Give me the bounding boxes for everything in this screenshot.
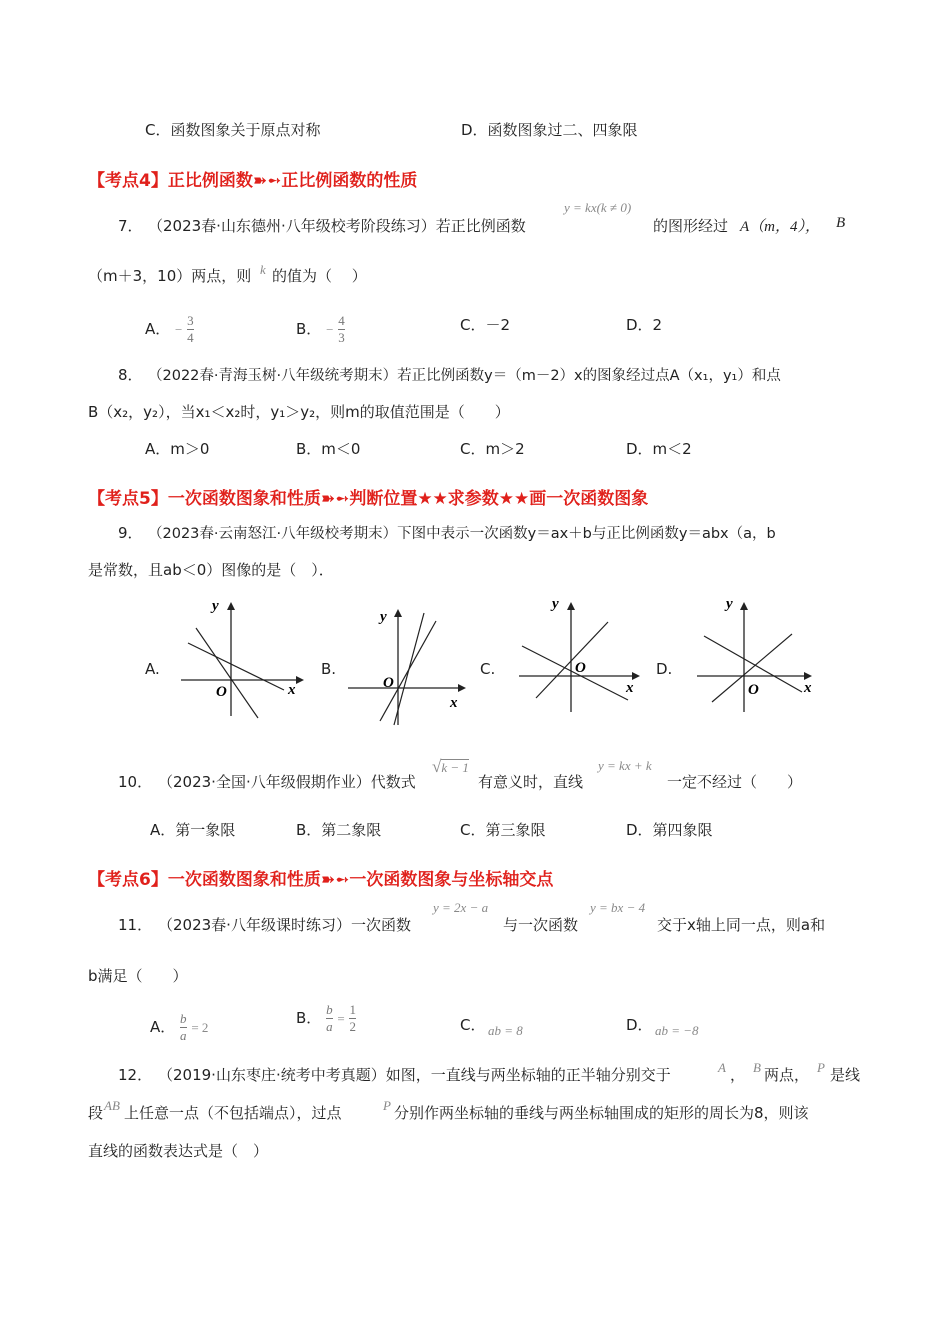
section-4-heading: 【考点4】正比例函数➽➻正比例函数的性质 [88, 171, 418, 191]
q8-option-c: C．m＞2 [460, 440, 525, 458]
q10-option-c: C．第三象限 [460, 821, 546, 839]
q11-option-a [150, 1012, 208, 1043]
q11-option-c-formula: ab = 8 [488, 1023, 523, 1038]
q7-number: 7． [118, 217, 143, 235]
q11-option-c-label: C． [460, 1016, 486, 1034]
q9-option-a-label: A. [145, 660, 160, 678]
q7-option-c: C．－2 [460, 316, 511, 334]
q11-option-a-numerator: b [180, 1011, 187, 1026]
q11-middle: 与一次函数 [503, 916, 579, 934]
q7-option-a-denominator: 4 [187, 330, 194, 345]
q9-graph-d-x-label: x [804, 680, 812, 696]
q9-graph-c [514, 594, 644, 714]
q7-option-b-denominator: 3 [338, 330, 345, 345]
q11-option-b-eq: = [337, 1011, 345, 1026]
q11-option-d-formula: ab = −8 [655, 1023, 699, 1038]
q12-line1-b: 两点， [764, 1066, 810, 1084]
q12-line1-a: （2019·山东枣庄·统考中考真题）如图，一直线与两坐标轴的正半轴分别交于 [158, 1066, 671, 1084]
q11-option-b-rhs-fraction [349, 1003, 356, 1034]
q10-option-a: A．第一象限 [150, 821, 236, 839]
q7-option-b-fraction [338, 314, 345, 345]
q11-option-b-label: B． [296, 1009, 322, 1027]
q11-option-b-fraction [326, 1003, 333, 1034]
q11-option-a-label: A． [150, 1018, 176, 1036]
q9-line2: 是常数，且ab＜0）图像的是（ ）． [88, 561, 334, 579]
q12-point-b: B [753, 1060, 761, 1075]
q11-formula-2: y = bx − 4 [590, 900, 646, 915]
q11-line2: b满足（ ） [88, 967, 188, 985]
q12-segment-ab: AB [104, 1098, 120, 1113]
q7-option-a-fraction [187, 314, 194, 345]
q9-number: 9． [118, 524, 143, 542]
q9-option-b-label: B. [321, 660, 337, 678]
q9-line1: （2023春·云南怒江·八年级校考期末）下图中表示一次函数y＝ax＋b与正比例函数y＝abx（a，b [148, 526, 776, 542]
q8-line1: （2022春·青海玉树·八年级统考期末）若正比例函数y＝（m－2）x的图象经过点A（x₁，y₁）和点 [148, 368, 781, 384]
q7-option-b-sign: − [326, 322, 334, 337]
q9-graph-a-x-label: x [288, 682, 296, 698]
q11-formula-1: y = 2x − a [433, 900, 489, 915]
q10-radical: √k − 1 [432, 757, 469, 776]
q7-k: k [260, 262, 266, 277]
q9-graph-d-y-label: y [726, 596, 733, 612]
q9-option-c-label: C. [480, 660, 496, 678]
q9-graph-c-y-label: y [552, 596, 559, 612]
option-d-top: D．函数图象过二、四象限 [461, 121, 638, 139]
q11-option-a-denominator: a [180, 1028, 187, 1043]
q7-line2-end: 的值为（ ） [272, 267, 367, 285]
option-c-top: C．函数图象关于原点对称 [145, 121, 321, 139]
q8-option-d: D．m＜2 [626, 440, 692, 458]
q11-option-b-numerator: b [326, 1002, 333, 1017]
q10-end: 一定不经过（ ） [667, 773, 803, 791]
q7-option-b-numerator: 4 [338, 313, 345, 328]
q7-point-b: B [836, 215, 846, 231]
q12-line2-c: 分别作两坐标轴的垂线与两坐标轴围成的矩形的周长为8，则该 [394, 1104, 809, 1122]
q9-graph-b [346, 603, 471, 728]
q8-line2: B（x₂，y₂），当x₁＜x₂时，y₁＞y₂，则m的取值范围是（ ） [88, 403, 510, 421]
q9-graph-a-origin: O [216, 684, 227, 700]
q12-comma: ， [730, 1066, 746, 1084]
q11-option-b-denominator: a [326, 1019, 333, 1034]
q12-point-p: P [817, 1060, 825, 1075]
q11-option-b-rhs-numerator: 1 [349, 1002, 356, 1017]
q9-graph-c-x-label: x [626, 680, 634, 696]
q11-number: 11． [118, 916, 153, 934]
section-5-heading: 【考点5】一次函数图象和性质➽➻判断位置★★求参数★★画一次函数图象 [88, 489, 649, 509]
q10-option-b: B．第二象限 [296, 821, 382, 839]
q12-number: 12． [118, 1066, 153, 1084]
q9-graph-a-line-2 [188, 643, 284, 690]
q10-number: 10． [118, 773, 153, 791]
q7-formula: y = kx(k ≠ 0) [564, 200, 632, 215]
q9-graph-d-origin: O [748, 682, 759, 698]
q7-text-after: 的图形经过 [653, 217, 729, 235]
q11-option-a-fraction [180, 1012, 187, 1043]
q10-option-d: D．第四象限 [626, 821, 713, 839]
q8-number: 8． [118, 366, 143, 384]
q7-option-b-label: B． [296, 320, 322, 338]
q9-graph-b-origin: O [383, 675, 394, 691]
q11-option-b [296, 1003, 356, 1034]
q9-graph-a [176, 598, 306, 720]
q9-graph-b-y-label: y [380, 609, 387, 625]
q10-formula: y = kx + k [598, 758, 652, 773]
q7-option-a-sign: − [175, 322, 183, 337]
q7-option-a-numerator: 3 [187, 313, 194, 328]
q7-option-a [145, 314, 194, 345]
q12-line2-b: 上任意一点（不包括端点），过点 [124, 1104, 342, 1122]
q9-graph-a-y-label: y [212, 598, 219, 614]
q8-option-b: B．m＜0 [296, 440, 361, 458]
q12-line3: 直线的函数表达式是（ ） [88, 1142, 269, 1160]
q11-end: 交于x轴上同一点，则a和 [657, 916, 826, 934]
q11-option-b-rhs-denominator: 2 [349, 1019, 356, 1034]
q7-option-a-label: A． [145, 320, 171, 338]
q9-graph-b-x-label: x [450, 695, 458, 711]
q7-source: （2023春·山东德州·八年级校考阶段练习）若正比例函数 [148, 217, 526, 235]
q11-source: （2023春·八年级课时练习）一次函数 [158, 916, 411, 934]
q7-option-b [296, 314, 345, 345]
q12-point-p-2: P [383, 1098, 391, 1113]
q12-line2-a: 段 [88, 1104, 104, 1122]
q11-option-a-rhs: = 2 [191, 1020, 209, 1035]
q12-line1-c: 是线 [830, 1066, 861, 1084]
q12-point-a: A [718, 1060, 726, 1075]
q10-radicand: k − 1 [441, 760, 469, 775]
q11-option-d-label: D． [626, 1016, 653, 1034]
section-6-heading: 【考点6】一次函数图象和性质➽➻一次函数图象与坐标轴交点 [88, 870, 554, 890]
q7-option-d: D．2 [626, 316, 663, 334]
q7-line2-start: （m＋3，10）两点，则 [88, 267, 252, 285]
q9-graph-c-line-1 [536, 622, 608, 698]
q8-option-a: A．m＞0 [145, 440, 210, 458]
q10-middle: 有意义时，直线 [478, 773, 584, 791]
q7-point-a: A（m，4）， [740, 219, 820, 235]
q9-graph-c-origin: O [575, 660, 586, 676]
q10-source: （2023·全国·八年级假期作业）代数式 [158, 773, 416, 791]
q9-graph-d [692, 594, 822, 714]
q9-option-d-label: D. [656, 660, 673, 678]
